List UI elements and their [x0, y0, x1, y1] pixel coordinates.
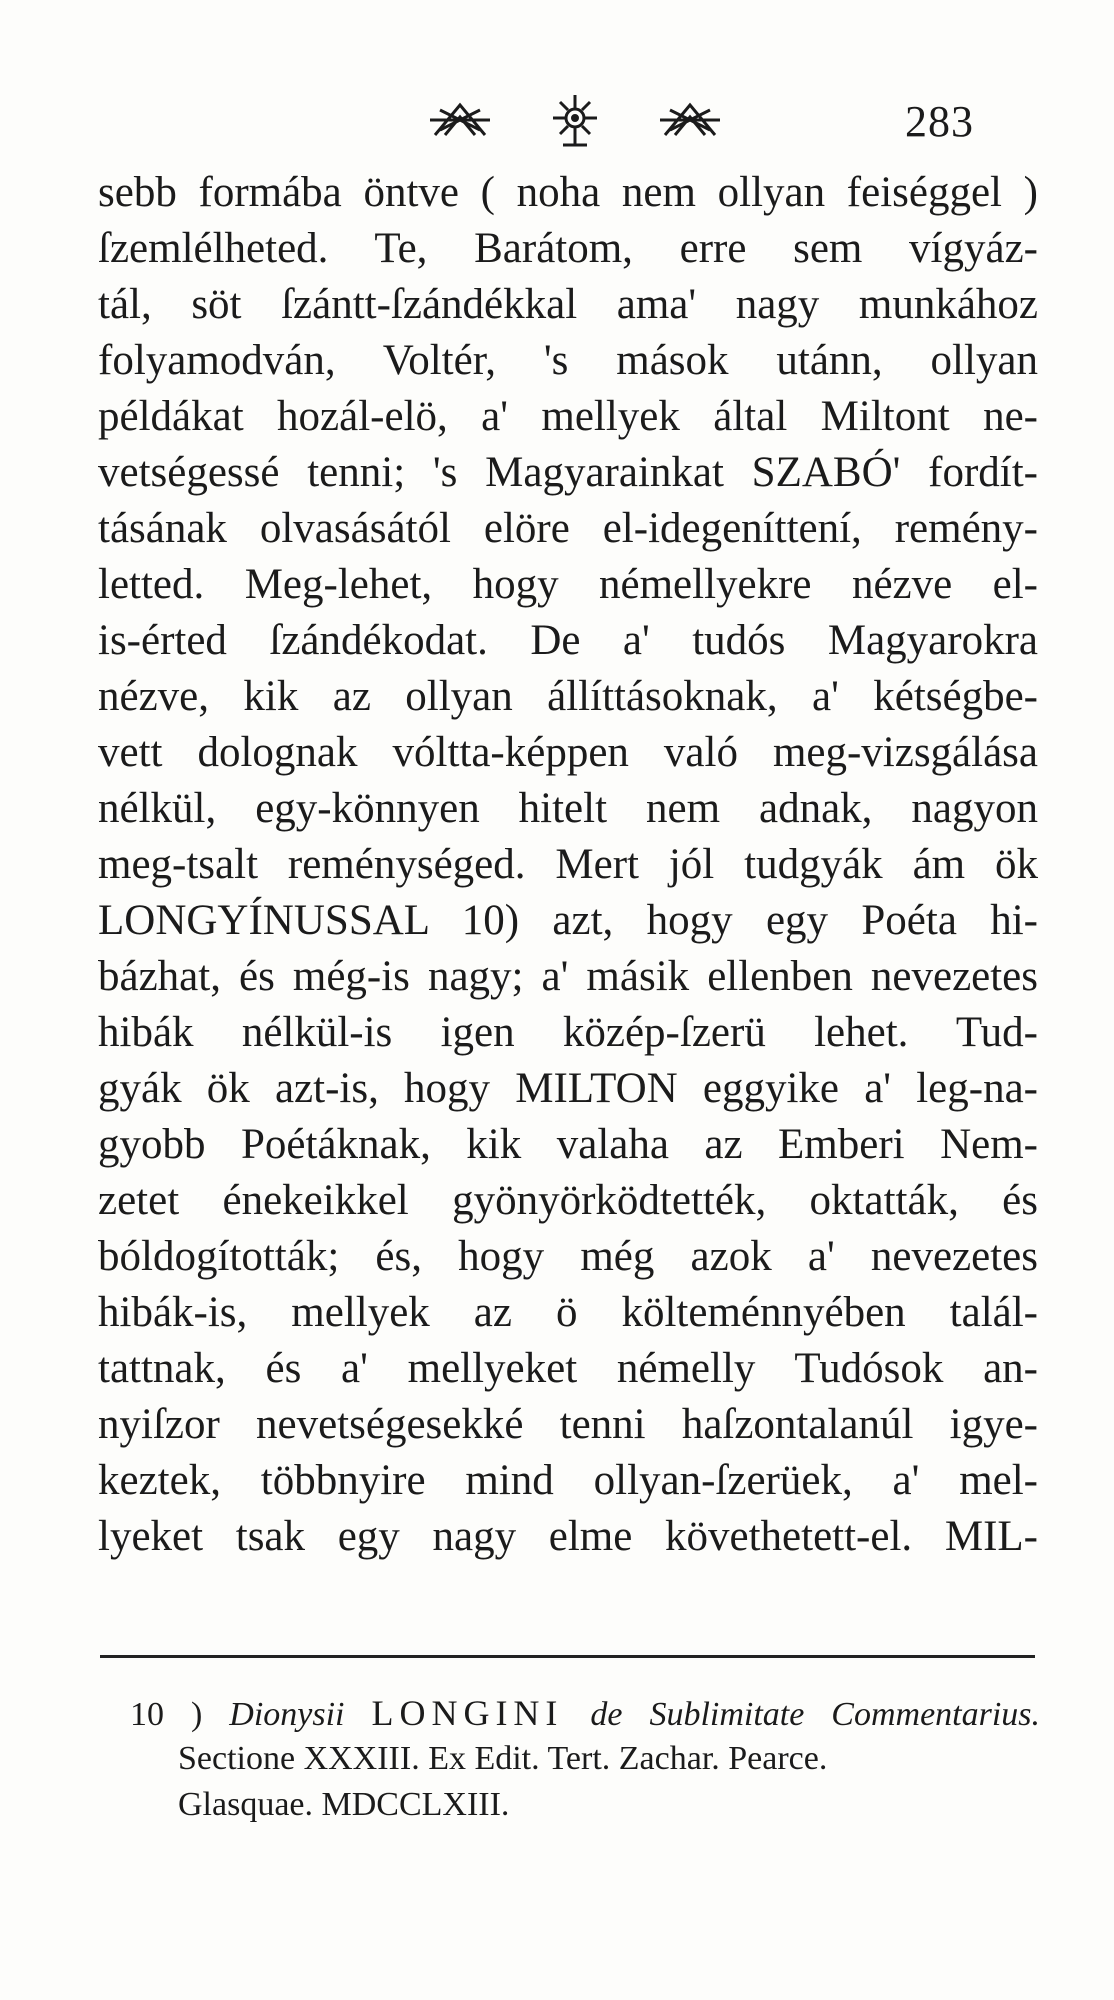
footnote-author-prefix: Dionysii — [229, 1696, 345, 1733]
footnote-author-name: LONGINI — [371, 1693, 564, 1733]
text-line: gyobb Poétáknak, kik valaha az Emberi Nem- — [98, 1121, 1038, 1168]
text-line: hibák nélkül-is igen közép-ſzerü lehet. Tud- — [98, 1009, 1038, 1056]
text-line: keztek, többnyire mind ollyan-ſzerüek, a' mel- — [98, 1457, 1038, 1504]
text-line: bázhat, és még-is nagy; a' másik ellenben nevezetes — [98, 953, 1038, 1000]
text-line: tásának olvasásától elöre el-idegeníttení, remény- — [98, 505, 1038, 552]
text-line: letted. Meg-lehet, hogy némellyekre nézve el- — [98, 561, 1038, 608]
text-line: nyiſzor nevetségesekké tenni haſzontalanúl igye- — [98, 1401, 1038, 1448]
text-line: vetségessé tenni; 's Magyarainkat SZABÓ' fordít- — [98, 449, 1038, 496]
page-header — [0, 88, 1114, 158]
text-line: hibák-is, mellyek az ö költeménnyében talál- — [98, 1289, 1038, 1336]
footnote — [130, 1690, 1040, 1828]
text-line: ſzemlélheted. Te, Barátom, erre sem vígyáz- — [98, 225, 1038, 272]
text-line: lyeket tsak egy nagy elme követhetett-el. MIL- — [98, 1513, 1038, 1560]
page-number: 283 — [905, 97, 974, 146]
text-line: gyák ök azt-is, hogy MILTON eggyike a' leg-na- — [98, 1065, 1038, 1112]
footnote-line — [130, 1690, 1040, 1736]
text-line: tattnak, és a' mellyeket némelly Tudósok an- — [98, 1345, 1038, 1392]
text-line: LONGYÍNUSSAL 10) azt, hogy egy Poéta hi- — [98, 897, 1038, 944]
footnote-line: Glasquae. MDCCLXIII. — [178, 1786, 510, 1823]
text-line: nélkül, egy-könnyen hitelt nem adnak, nagyon — [98, 785, 1038, 832]
footnote-line: Sectione XXXIII. Ex Edit. Tert. Zachar. Pearce. — [178, 1740, 828, 1777]
text-line: folyamodván, Voltér, 's mások utánn, ollyan — [98, 337, 1038, 384]
text-line: tál, söt ſzántt-ſzándékkal ama' nagy munkához — [98, 281, 1038, 328]
footnote-marker: 10 ) — [130, 1696, 203, 1733]
main-text — [98, 165, 1038, 1565]
text-line: példákat hozál-elö, a' mellyek által Miltont ne- — [98, 393, 1038, 440]
text-line: zetet énekeikkel gyönyörködtették, oktatták, és — [98, 1177, 1038, 1224]
text-line: nézve, kik az ollyan állíttásoknak, a' kétségbe- — [98, 673, 1038, 720]
text-line: meg-tsalt reménységed. Mert jól tudgyák ám ök — [98, 841, 1038, 888]
footnote-work-title: de Sublimitate Commentarius. — [590, 1696, 1041, 1733]
text-line: bóldogították; és, hogy még azok a' nevezetes — [98, 1233, 1038, 1280]
text-line: is-érted ſzándékodat. De a' tudós Magyarokra — [98, 617, 1038, 664]
text-line: sebb formába öntve ( noha nem ollyan feiséggel ) — [98, 169, 1038, 216]
ornament-icon — [425, 90, 725, 150]
text-line: vett dolognak vóltta-képpen való meg-vizsgálása — [98, 729, 1038, 776]
footnote-divider — [100, 1655, 1035, 1658]
